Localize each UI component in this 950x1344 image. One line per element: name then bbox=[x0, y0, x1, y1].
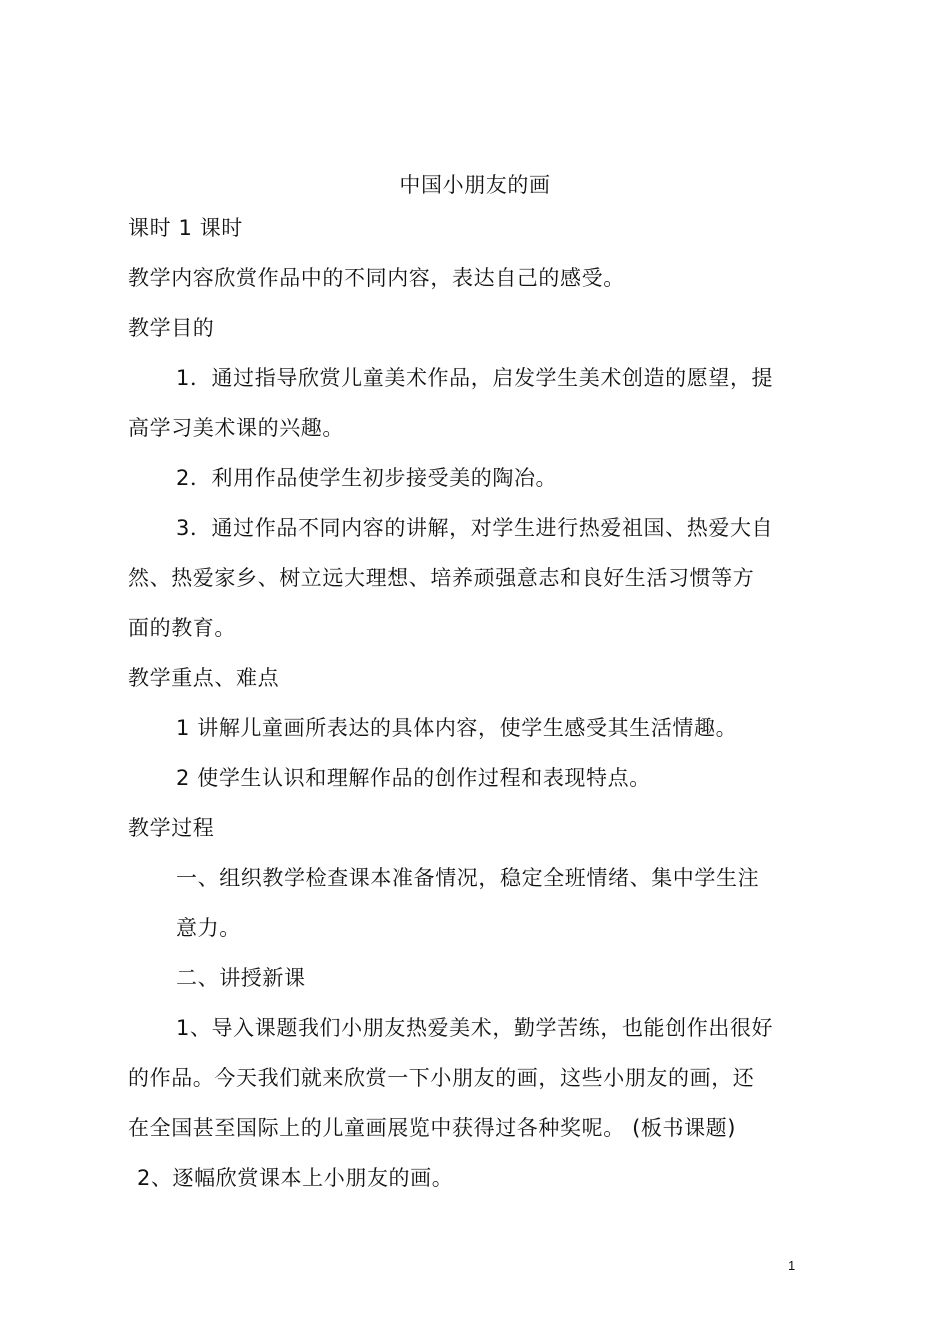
intro-line-2: 的作品。今天我们就来欣赏一下小朋友的画，这些小朋友的画，还 bbox=[128, 1066, 755, 1090]
process-step-1-line-2: 意力。 bbox=[176, 916, 241, 940]
intro-line-1: 1、导入课题我们小朋友热爱美术，勤学苦练，也能创作出很好 bbox=[176, 1016, 774, 1040]
lesson-hours-line: 课时 1 课时 bbox=[128, 216, 243, 240]
goal-3-line-2: 然、热爱家乡、树立远大理想、培养顽强意志和良好生活习惯等方 bbox=[128, 566, 755, 590]
goal-3-line-1: 3．通过作品不同内容的讲解，对学生进行热爱祖国、热爱大自 bbox=[176, 516, 774, 540]
process-step-1-line-1: 一、组织教学检查课本准备情况，稳定全班情绪、集中学生注 bbox=[176, 866, 760, 890]
page-number: 1 bbox=[788, 1258, 796, 1273]
key-point-2-line: 2 使学生认识和理解作品的创作过程和表现特点。 bbox=[176, 766, 651, 790]
goal-1-line-1: 1．通过指导欣赏儿童美术作品，启发学生美术创造的愿望，提 bbox=[176, 366, 774, 390]
appreciation-line: 2、逐幅欣赏课本上小朋友的画。 bbox=[137, 1166, 454, 1190]
key-points-heading: 教学重点、难点 bbox=[128, 666, 280, 690]
intro-line-3: 在全国甚至国际上的儿童画展览中获得过各种奖呢。 (板书课题) bbox=[128, 1116, 737, 1140]
goal-3-line-3: 面的教育。 bbox=[128, 616, 236, 640]
key-point-1-line: 1 讲解儿童画所表达的具体内容，使学生感受其生活情趣。 bbox=[176, 716, 738, 740]
teaching-process-heading: 教学过程 bbox=[128, 816, 215, 840]
teaching-content-line: 教学内容欣赏作品中的不同内容，表达自己的感受。 bbox=[128, 266, 625, 290]
document-title: 中国小朋友的画 bbox=[399, 173, 551, 197]
teaching-goals-heading: 教学目的 bbox=[128, 316, 215, 340]
goal-1-line-2: 高学习美术课的兴趣。 bbox=[128, 416, 344, 440]
goal-2-line: 2．利用作品使学生初步接受美的陶冶。 bbox=[176, 466, 558, 490]
process-step-2-heading: 二、讲授新课 bbox=[176, 966, 306, 990]
